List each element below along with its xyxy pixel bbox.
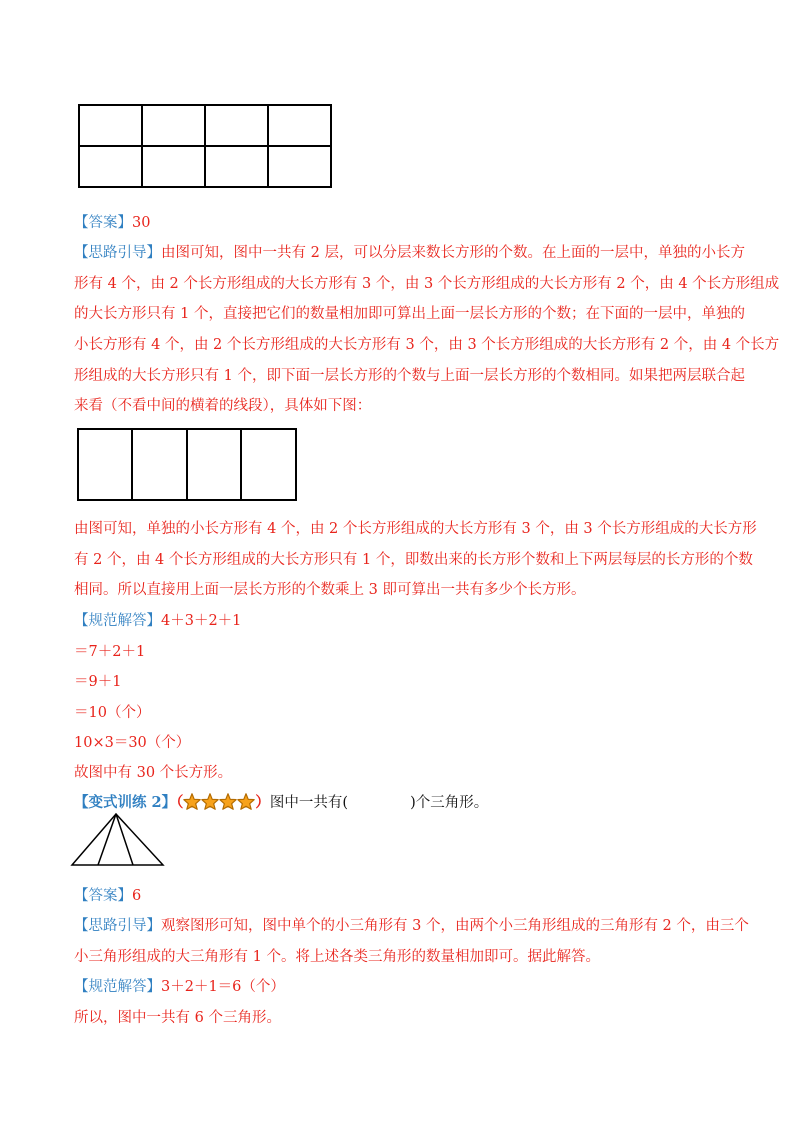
solution-line xyxy=(74,977,285,997)
solution-tag: 【规范解答】 xyxy=(74,979,161,995)
hint-line xyxy=(74,916,749,936)
difficulty-open: （ xyxy=(176,794,184,811)
grid-figure xyxy=(78,104,334,190)
solution-text: 故图中有 30 个长方形。 xyxy=(74,765,233,781)
explain-text: 相同。所以直接用上面一层长方形的个数乘上 3 即可算出一共有多少个长方形。 xyxy=(74,582,586,598)
solution-text: ＝10（个） xyxy=(74,705,151,721)
hint-text: 的大长方形只有 1 个，直接把它们的数量相加即可算出上面一层长方形的个数；在下面的一层中，单独的 xyxy=(74,306,745,322)
hint-text: 来看（不看中间的横着的线段），具体如下图： xyxy=(74,398,372,414)
solution-text: 4＋3＋2＋1 xyxy=(161,613,242,629)
solution-text: 所以，图中一共有 6 个三角形。 xyxy=(74,1010,281,1026)
star-icon xyxy=(201,793,219,810)
row-figure xyxy=(77,428,299,503)
hint-text: 形有 4 个，由 2 个长方形组成的大长方形有 3 个，由 3 个长方形组成的大长方形有 2 个，由 4 个长方形组成 xyxy=(74,276,780,292)
hint-tag: 【思路引导】 xyxy=(74,918,161,934)
hint-text: 小三角形组成的大三角形有 1 个。将上述各类三角形的数量相加即可。据此解答。 xyxy=(74,949,600,965)
question-line xyxy=(74,793,488,813)
answer-line-1 xyxy=(74,213,150,233)
hint-line xyxy=(74,243,745,263)
answer-tag: 【答案】 xyxy=(74,215,132,231)
solution-line xyxy=(74,611,241,631)
solution-tag: 【规范解答】 xyxy=(74,613,161,629)
solution-text: ＝9＋1 xyxy=(74,674,122,690)
explain-text: 由图可知，单独的小长方形有 4 个，由 2 个长方形组成的大长方形有 3 个，由 3 个长方形组成的大长方形 xyxy=(74,521,757,537)
difficulty-close: ） xyxy=(255,794,270,811)
difficulty-stars xyxy=(183,795,255,811)
solution-text: 10×3＝30（个） xyxy=(74,735,191,751)
star-icon xyxy=(237,793,255,810)
explain-text: 有 2 个，由 4 个长方形组成的大长方形只有 1 个，即数出来的长方形个数和上下两层每层的长方形的个数 xyxy=(74,552,753,568)
solution-text: ＝7＋2＋1 xyxy=(74,644,146,660)
answer-tag: 【答案】 xyxy=(74,888,132,904)
hint-text: 小长方形有 4 个，由 2 个长方形组成的大长方形有 3 个，由 3 个长方形组成的大长方形有 2 个，由 4 个长方 xyxy=(74,337,780,353)
question-prefix: 图中一共有( xyxy=(269,795,349,811)
star-icon xyxy=(183,793,201,810)
hint-text: 观察图形可知，图中单个的小三角形有 3 个，由两个小三角形组成的三角形有 2 个，由三个 xyxy=(161,918,749,934)
answer-value: 30 xyxy=(132,215,151,231)
star-icon xyxy=(219,793,237,810)
hint-text: 由图可知，图中一共有 2 层，可以分层来数长方形的个数。在上面的一层中，单独的小长方 xyxy=(161,245,745,261)
training-tag: 【变式训练 2】 xyxy=(74,794,177,811)
solution-text: 3＋2＋1＝6（个） xyxy=(161,979,285,995)
hint-text: 形组成的大长方形只有 1 个，即下面一层长方形的个数与上面一层长方形的个数相同。如果把两层联合起 xyxy=(74,368,745,384)
answer-line-2 xyxy=(74,886,141,906)
hint-tag: 【思路引导】 xyxy=(74,245,161,261)
question-suffix: )个三角形。 xyxy=(410,795,489,811)
answer-value: 6 xyxy=(132,888,142,904)
triangle-figure xyxy=(70,812,166,868)
